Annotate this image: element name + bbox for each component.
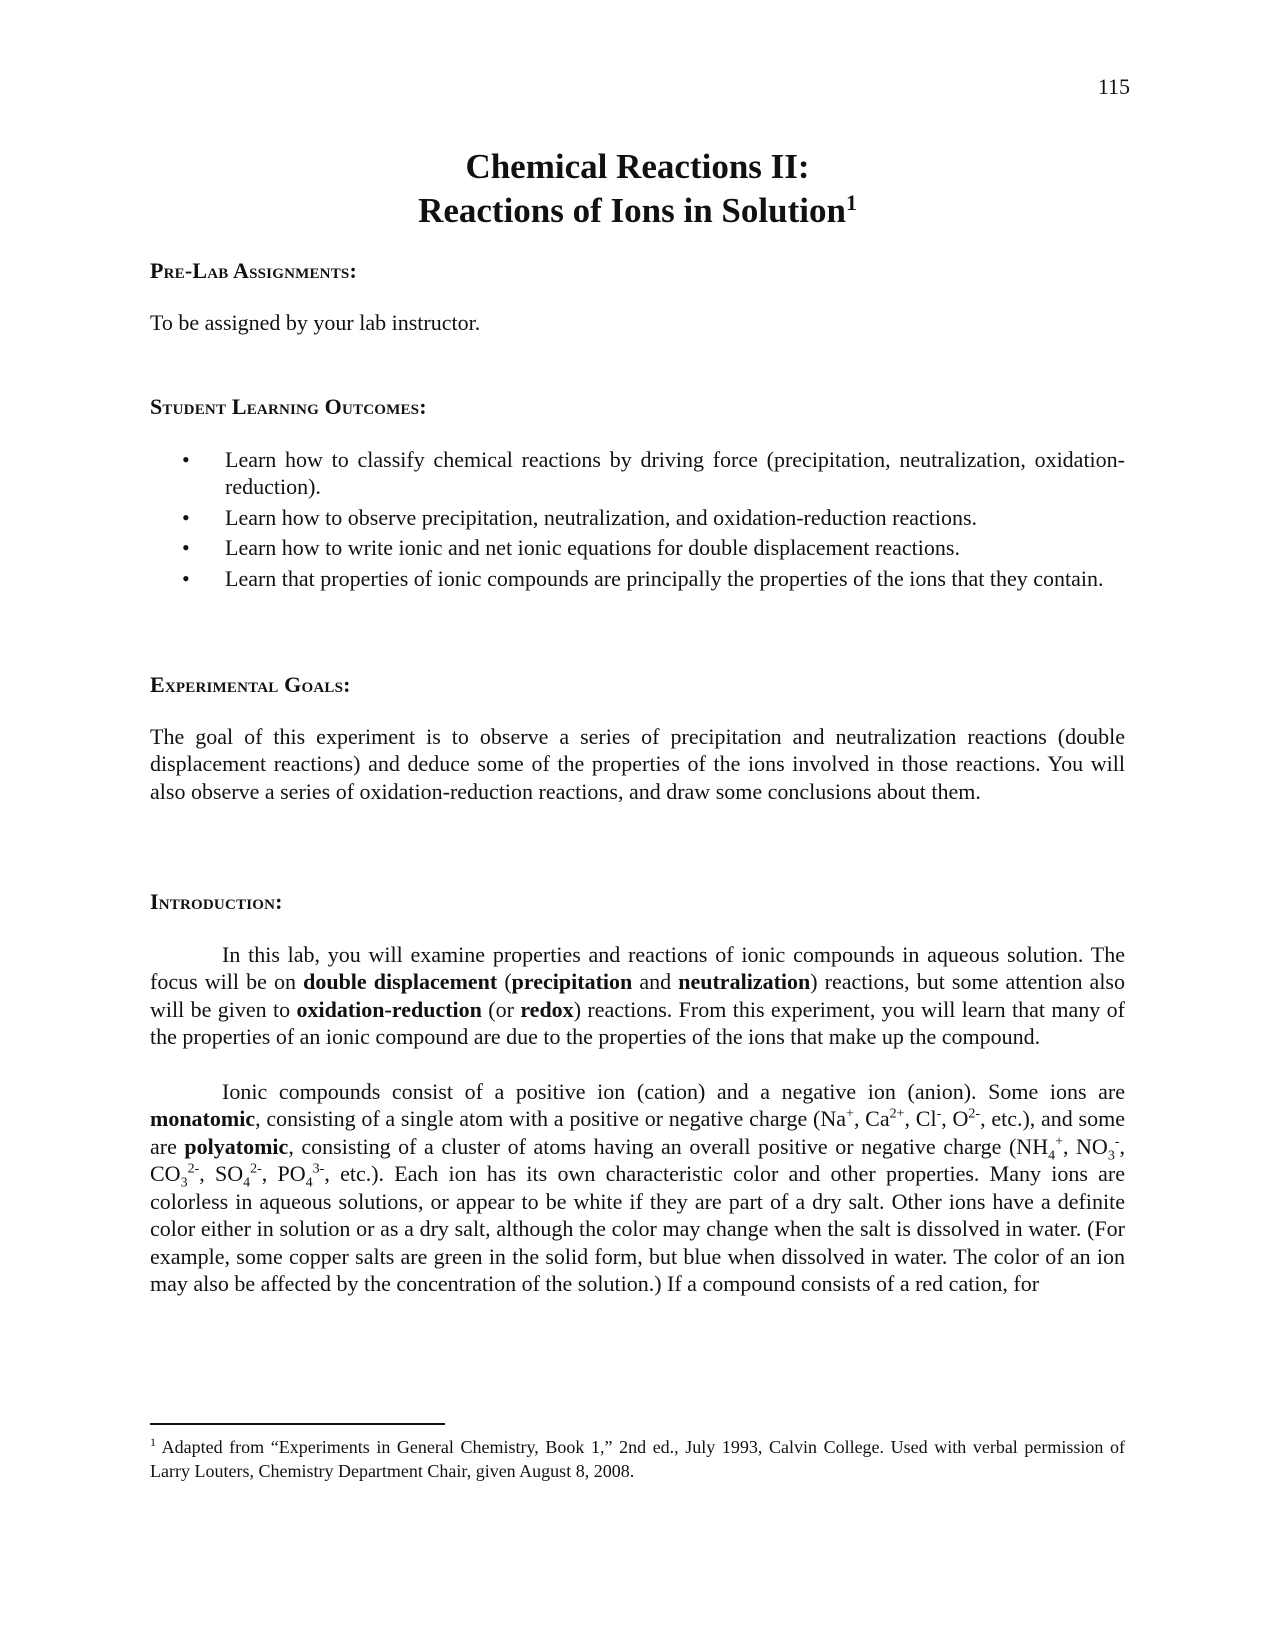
introduction-section: [150, 888, 1125, 1298]
prelab-section: [150, 257, 1125, 336]
prelab-heading: Pre-Lab Assignments:: [150, 258, 357, 283]
outcome-text: Learn that properties of ionic compounds are principally the properties of the ions that they contain.: [225, 565, 1104, 591]
goals-text: The goal of this experiment is to observe a series of precipitation and neutralization reactions (double displacement reactions) and deduce some of the properties of the ions involved in those reactions. You will also observe a series of oxidation-reduction reactions, and draw some conclusions about them.: [150, 723, 1125, 804]
footnote-marker: 1: [150, 1435, 156, 1449]
outcome-text: Learn how to observe precipitation, neutralization, and oxidation-reduction reactions.: [225, 504, 978, 530]
title-line-2: [0, 189, 1275, 233]
outcome-text: Learn how to write ionic and net ionic equations for double displacement reactions.: [225, 535, 960, 560]
document-title: [0, 145, 1275, 233]
footnote: [150, 1435, 1125, 1483]
page-number: 115: [1097, 74, 1130, 99]
list-item: [150, 565, 1125, 593]
intro-paragraph-1: In this lab, you will examine properties and reactions of ionic compounds in aqueous solution. The focus will be on double displacement (precipitation and neutralization) reactions, but some attention also will be given to oxidation-reduction (or redox) reactions. From this experiment, you will learn that many of the properties of an ionic compound are due to the properties of the ions that make up the compound.: [150, 941, 1126, 1049]
footnote-text: Adapted from “Experiments in General Chemistry, Book 1,” 2nd ed., July 1993, Calvin College. Used with verbal permission of Larry Louters, Chemistry Department Chair, given August 8, 2008.: [150, 1437, 1125, 1481]
intro-paragraph-2: Ionic compounds consist of a positive ion (cation) and a negative ion (anion). Some ions are monatomic, consisting of a single atom with a positive or negative charge (Na+, $Ca^{2+}$, Cl-, $O^{2-}$, etc.), and some are polyatomic, consisting of a cluster of atoms having an overall positive or negative charge ($NH_4^+$, $NO_3^-$, $CO_3^{2-}$, $SO_4^{2-}$, $PO_4^{3-}$, etc.). Each ion has its own characteristic color and other properties. Many ions are colorless in aqueous solutions, or appear to be white if they are part of a dry salt. Other ions have a definite color either in solution or as a dry salt, although the color may change when the salt is dissolved in water. (For example, some copper salts are green in the solid form, but blue when dissolved in water. The color of an ion may also be affected by the concentration of the solution.) If a compound consists of a red cation, for: [150, 1078, 1126, 1296]
outcomes-heading: Student Learning Outcomes:: [150, 394, 427, 419]
title-footnote-marker: 1: [845, 190, 857, 215]
outcomes-list: [150, 446, 1125, 593]
list-item: [150, 504, 1125, 532]
title-line-2-text: Reactions of Ions in Solution: [418, 191, 846, 230]
goals-heading: Experimental Goals:: [150, 672, 351, 697]
bullet: •: [182, 565, 190, 591]
list-item: [150, 446, 1125, 501]
title-line-1: Chemical Reactions II:: [465, 147, 810, 186]
bullet: •: [182, 504, 190, 530]
introduction-heading: Introduction:: [150, 889, 283, 914]
bullet: •: [182, 446, 190, 472]
outcome-text: Learn how to classify chemical reactions by driving force (precipitation, neutralization, oxidation-reduction).: [225, 446, 1125, 499]
outcomes-section: [150, 393, 1125, 595]
footnote-divider: [150, 1423, 445, 1425]
list-item: [150, 534, 1125, 562]
bullet: •: [182, 535, 190, 560]
prelab-text: To be assigned by your lab instructor.: [150, 309, 481, 335]
goals-section: [150, 671, 1125, 805]
